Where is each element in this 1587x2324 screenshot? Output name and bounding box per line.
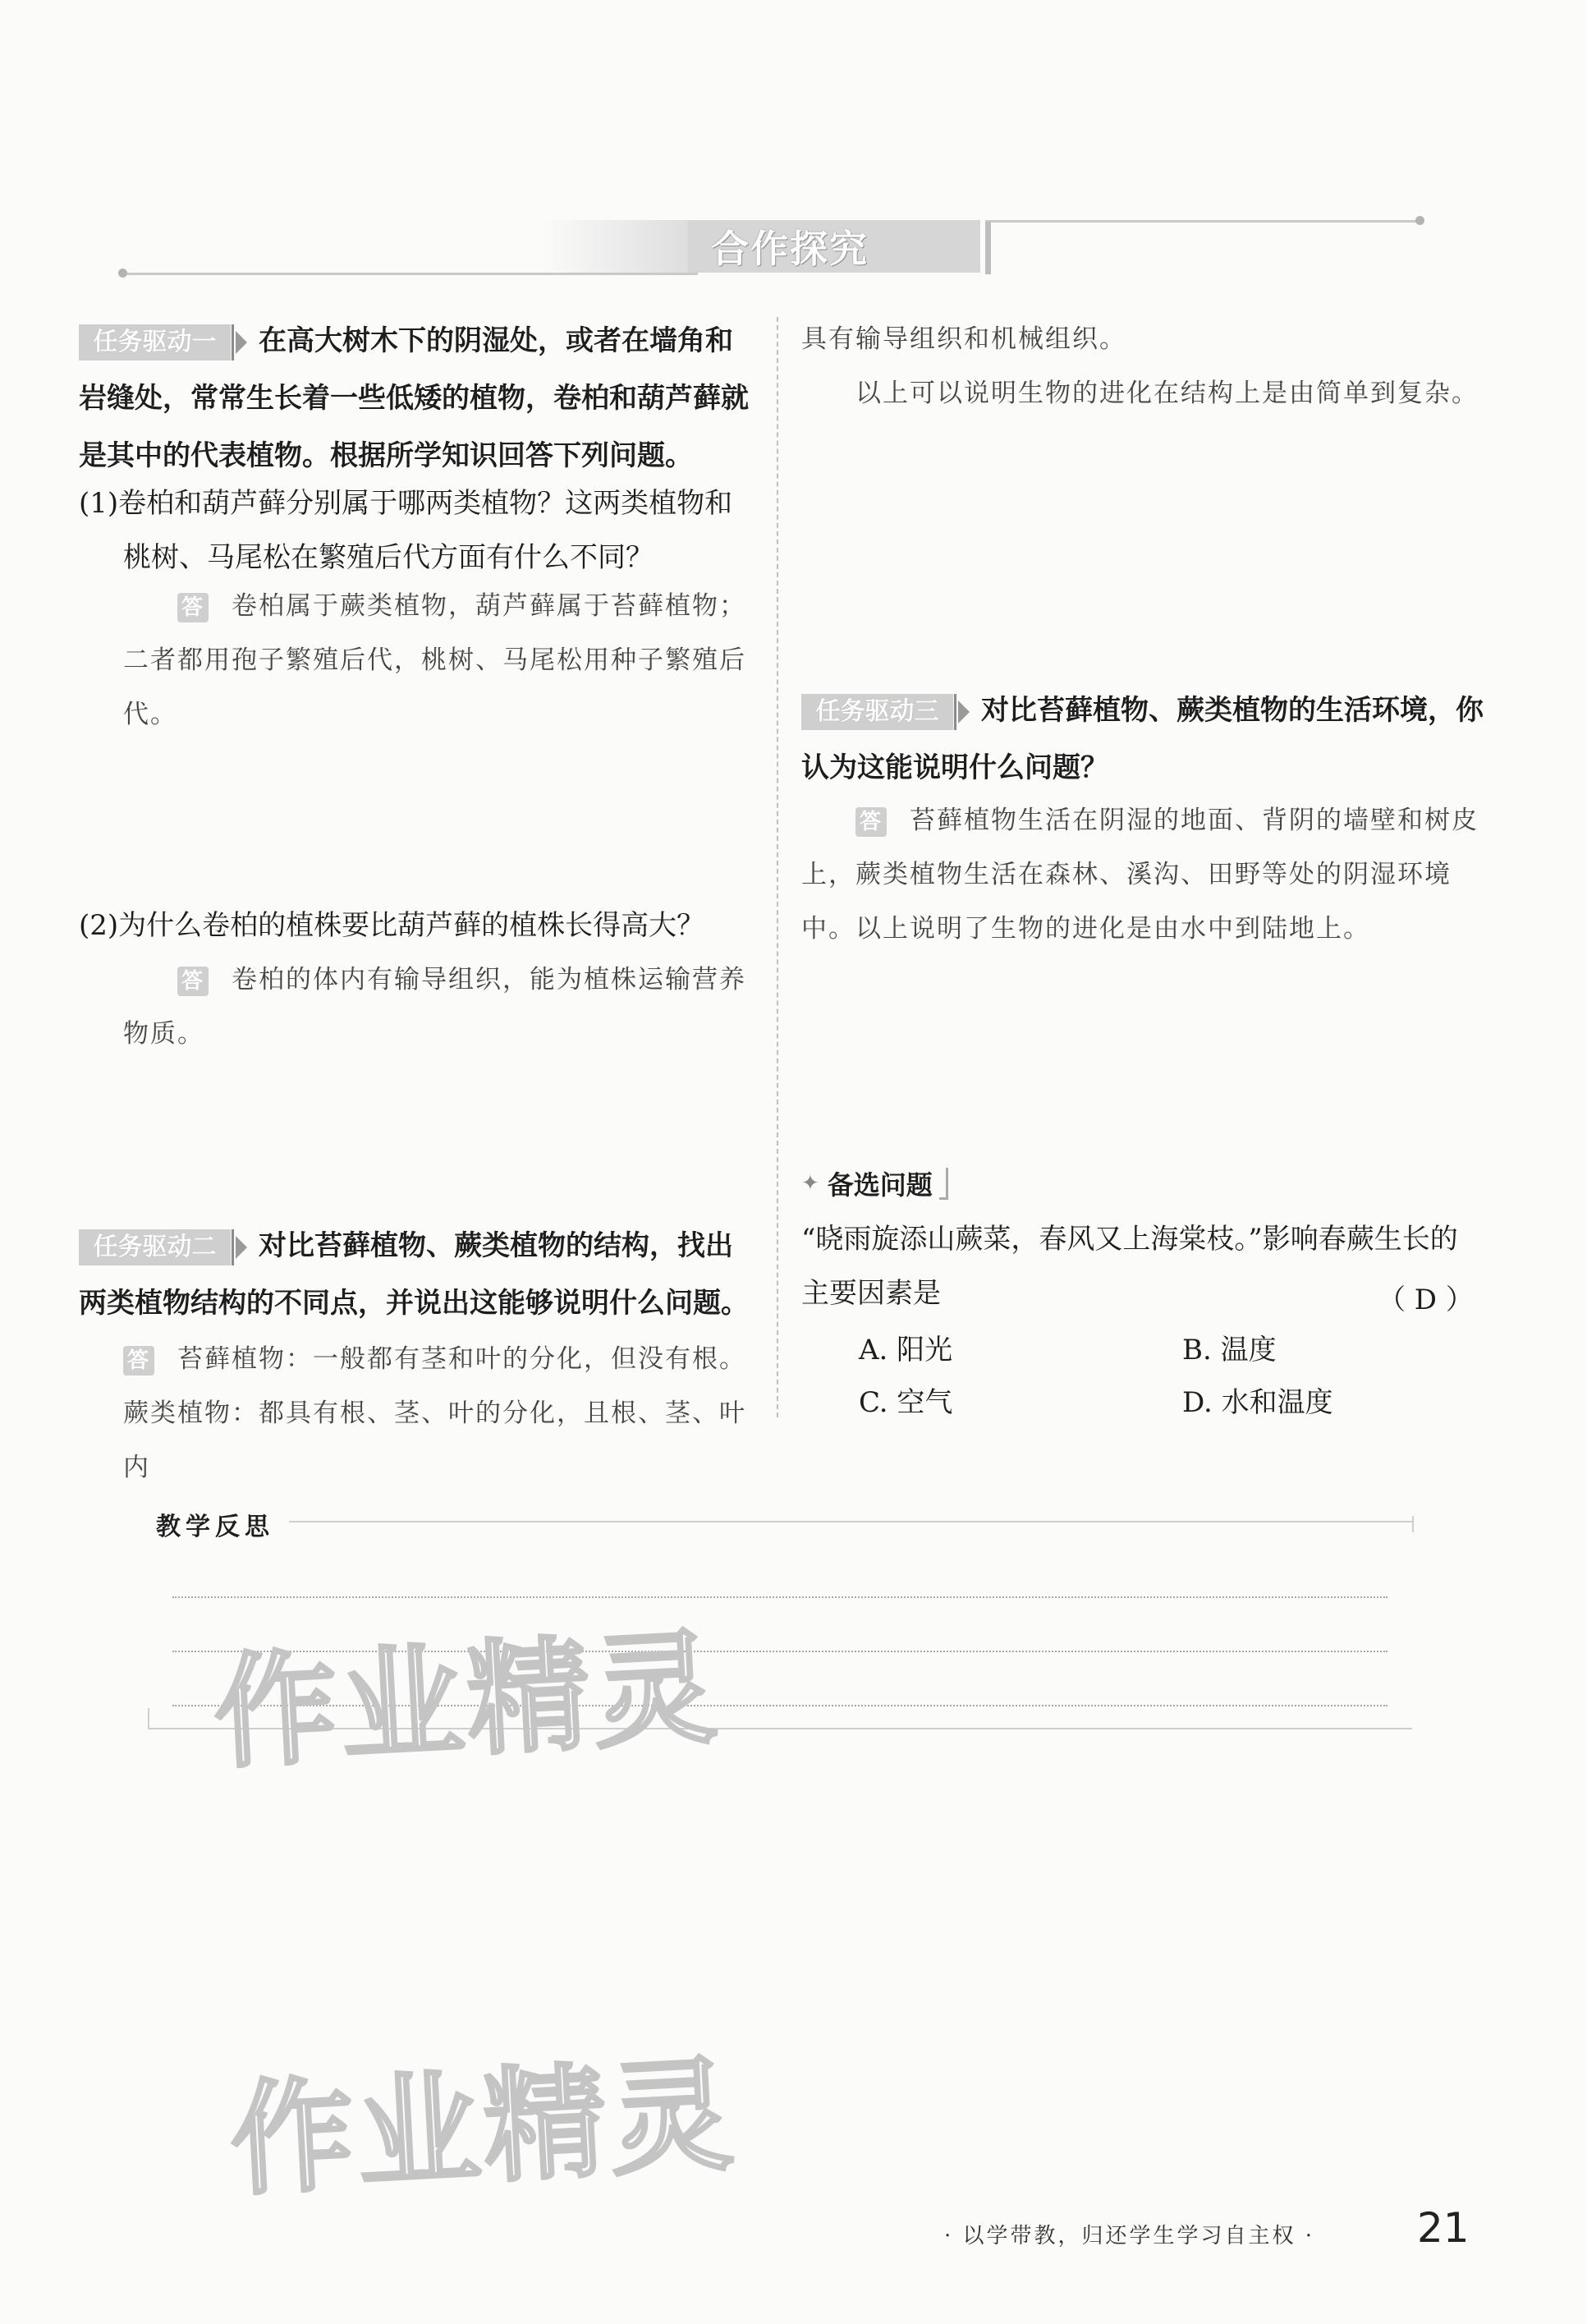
task1-question-2: (2)为什么卷柏的植株要比葫芦藓的植株长得高大？: [79, 909, 705, 942]
task1-question-1: (1)卷柏和葫芦藓分别属于哪两类植物？这两类植物和桃树、马尾松在繁殖后代方面有什么不同？: [79, 487, 733, 574]
task1-label: 任务驱动一: [79, 324, 231, 361]
reflection-line-1[interactable]: [172, 1596, 1387, 1598]
extra-title-block: [801, 1164, 948, 1202]
option-d: D. 水和温度: [1182, 1386, 1333, 1419]
extra-title-bracket: [939, 1168, 948, 1200]
task2-answer-part1: [123, 1332, 755, 1495]
answer-icon: 答: [177, 967, 209, 996]
section-header: [688, 220, 980, 273]
footer-slogan: · 以学带教，归还学生学习自主权 ·: [944, 2224, 1315, 2248]
header-dot-right: [1415, 216, 1424, 225]
task3-answer-text: 苔藓植物生活在阴湿的地面、背阴的墙壁和树皮上，蕨类植物生活在森林、溪沟、田野等处的阴湿环境中。以上说明了生物的进化是由水中到陆地上。: [801, 806, 1479, 944]
column-divider: [777, 317, 778, 1417]
watermark-2: 作业精灵: [227, 2043, 740, 2213]
answer-icon: 答: [123, 1346, 154, 1376]
task3-answer: [801, 793, 1491, 956]
header-rule-right: [985, 220, 1420, 223]
task2-answer-part3: 以上可以说明生物的进化在结构上是由简单到复杂。: [855, 379, 1479, 408]
task2-label: 任务驱动二: [79, 1229, 231, 1265]
task3-intro: 对比苔藓植物、蕨类植物的生活环境，你认为这能说明什么问题？: [801, 694, 1484, 784]
task1-block: [79, 312, 752, 485]
task1-answer-2: [123, 953, 755, 1061]
task2-answer-part1-text: 苔藓植物：一般都有茎和叶的分化，但没有根。蕨类植物：都具有根、茎、叶的分化，且根、茎、叶内: [123, 1344, 746, 1482]
extra-answer: （ D ）: [1378, 1284, 1474, 1316]
header-tick: [985, 222, 991, 274]
task1-answer-1: [123, 579, 755, 742]
task3-block: [801, 682, 1491, 797]
extra-title: 备选问题: [827, 1169, 933, 1201]
extra-question-text: “晓雨旋添山蕨菜，春风又上海棠枝。”影响春蕨生长的主要因素是: [801, 1223, 1458, 1310]
option-c: C. 空气: [859, 1386, 953, 1419]
option-a: A. 阳光: [859, 1334, 953, 1366]
option-b: B. 温度: [1182, 1334, 1277, 1366]
sparkle-icon: ✦: [801, 1171, 819, 1196]
task2-block: [79, 1217, 752, 1332]
reflection-rule-end: [1412, 1516, 1414, 1532]
header-rule-left: [123, 273, 698, 275]
answer-icon: 答: [177, 593, 209, 622]
task1-answer-1-text: 卷柏属于蕨类植物，葫芦藓属于苔藓植物；二者都用孢子繁殖后代，桃树、马尾松用种子繁殖后代。: [123, 591, 746, 729]
reflection-rule-start: [148, 1708, 149, 1728]
task2-answer-part2: 具有输导组织和机械组织。: [801, 324, 1126, 354]
header-fade: [542, 220, 698, 273]
task3-label: 任务驱动三: [801, 694, 953, 730]
task2-intro: 对比苔藓植物、蕨类植物的结构，找出两类植物结构的不同点，并说出这能够说明什么问题。: [79, 1229, 749, 1320]
answer-icon: 答: [855, 807, 887, 837]
section-title: 合作探究: [711, 227, 869, 271]
reflection-title: 教学反思: [156, 1513, 274, 1541]
page-number: 21: [1417, 2204, 1470, 2252]
header-dot-left: [118, 269, 127, 278]
reflection-rule-top: [289, 1521, 1414, 1523]
watermark-1: 作业精灵: [210, 1616, 723, 1786]
task1-intro: 在高大树木下的阴湿处，或者在墙角和岩缝处，常常生长着一些低矮的植物，卷柏和葫芦藓就是其中的代表植物。根据所学知识回答下列问题。: [79, 324, 749, 472]
task1-answer-2-text: 卷柏的体内有输导组织，能为植株运输营养物质。: [123, 965, 746, 1049]
